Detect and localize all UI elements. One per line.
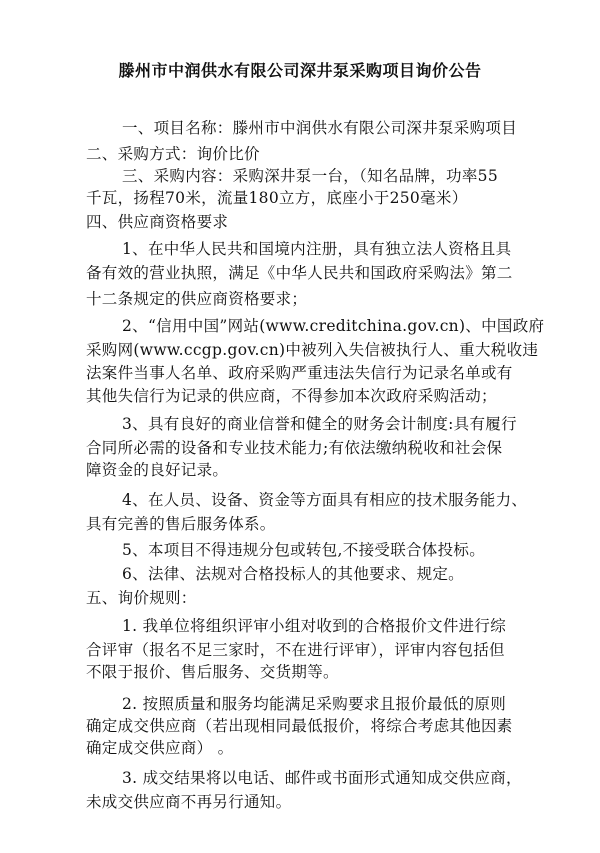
qualification-item-4: 4、在人员、设备、资金等方面具有相应的技术服务能力、	[122, 491, 528, 509]
qualification-item-1-line-2: 备有效的营业执照，满足《中华人民共和国政府采购法》第二	[86, 264, 513, 282]
qualification-item-2-line-2: 采购网(www.ccgp.gov.cn)中被列入失信被执行人、重大税收违	[86, 341, 539, 359]
rule-item-2-line-2: 确定成交供应商（若出现相同最低报价，将综合考虑其他因素	[86, 717, 513, 735]
qualification-item-1: 1、在中华人民共和国境内注册，具有独立法人资格且具	[122, 240, 512, 258]
qualification-item-2-line-4: 其他失信行为记录的供应商，不得参加本次政府采购活动；	[86, 387, 497, 405]
qualification-item-2: 2、“信用中国”网站(www.creditchina.gov.cn)、中国政府	[122, 317, 545, 335]
section-procurement-method: 二、采购方式：询价比价	[86, 145, 260, 163]
procurement-content-continued: 千瓦，扬程70米，流量180立方，底座小于250毫米）	[86, 189, 468, 207]
rule-item-1: 1. 我单位将组织评审小组对收到的合格报价文件进行综	[122, 617, 507, 635]
rule-item-1-line-3: 不限于报价、售后服务、交货期等。	[86, 663, 339, 681]
section-supplier-qualifications: 四、供应商资格要求	[86, 213, 229, 231]
qualification-item-5: 5、本项目不得违规分包或转包,不接受联合体投标。	[122, 541, 485, 559]
qualification-item-4-line-2: 具有完善的售后服务体系。	[86, 515, 276, 533]
qualification-item-3-line-2: 合同所必需的设备和专业技术能力;有依法缴纳税收和社会保	[86, 439, 503, 457]
section-procurement-content: 三、采购内容：采购深井泵一台，（知名品牌，功率55	[122, 167, 498, 185]
section-project-name: 一、项目名称：滕州市中润供水有限公司深井泵采购项目	[122, 119, 518, 137]
rule-item-3-line-2: 未成交供应商不再另行通知。	[86, 793, 292, 811]
document-title: 滕州市中润供水有限公司深井泵采购项目询价公告	[118, 61, 482, 80]
qualification-item-3-line-3: 障资金的良好记录。	[86, 461, 229, 479]
qualification-item-1-line-3: 十二条规定的供应商资格要求；	[86, 290, 308, 308]
qualification-item-2-line-3: 法案件当事人名单、政府采购严重违法失信行为记录名单或有	[86, 364, 513, 382]
rule-item-2: 2. 按照质量和服务均能满足采购要求且报价最低的原则	[122, 695, 507, 713]
rule-item-3: 3. 成交结果将以电话、邮件或书面形式通知成交供应商，	[122, 769, 522, 787]
qualification-item-3: 3、具有良好的商业信誉和健全的财务会计制度:具有履行	[122, 415, 517, 433]
rule-item-2-line-3: 确定成交供应商） 。	[86, 739, 234, 757]
section-inquiry-rules: 五、询价规则：	[86, 589, 197, 607]
qualification-item-6: 6、法律、法规对合格投标人的其他要求、规定。	[122, 565, 464, 583]
rule-item-1-line-2: 合评审（报名不足三家时，不在进行评审），评审内容包括但	[86, 641, 505, 659]
